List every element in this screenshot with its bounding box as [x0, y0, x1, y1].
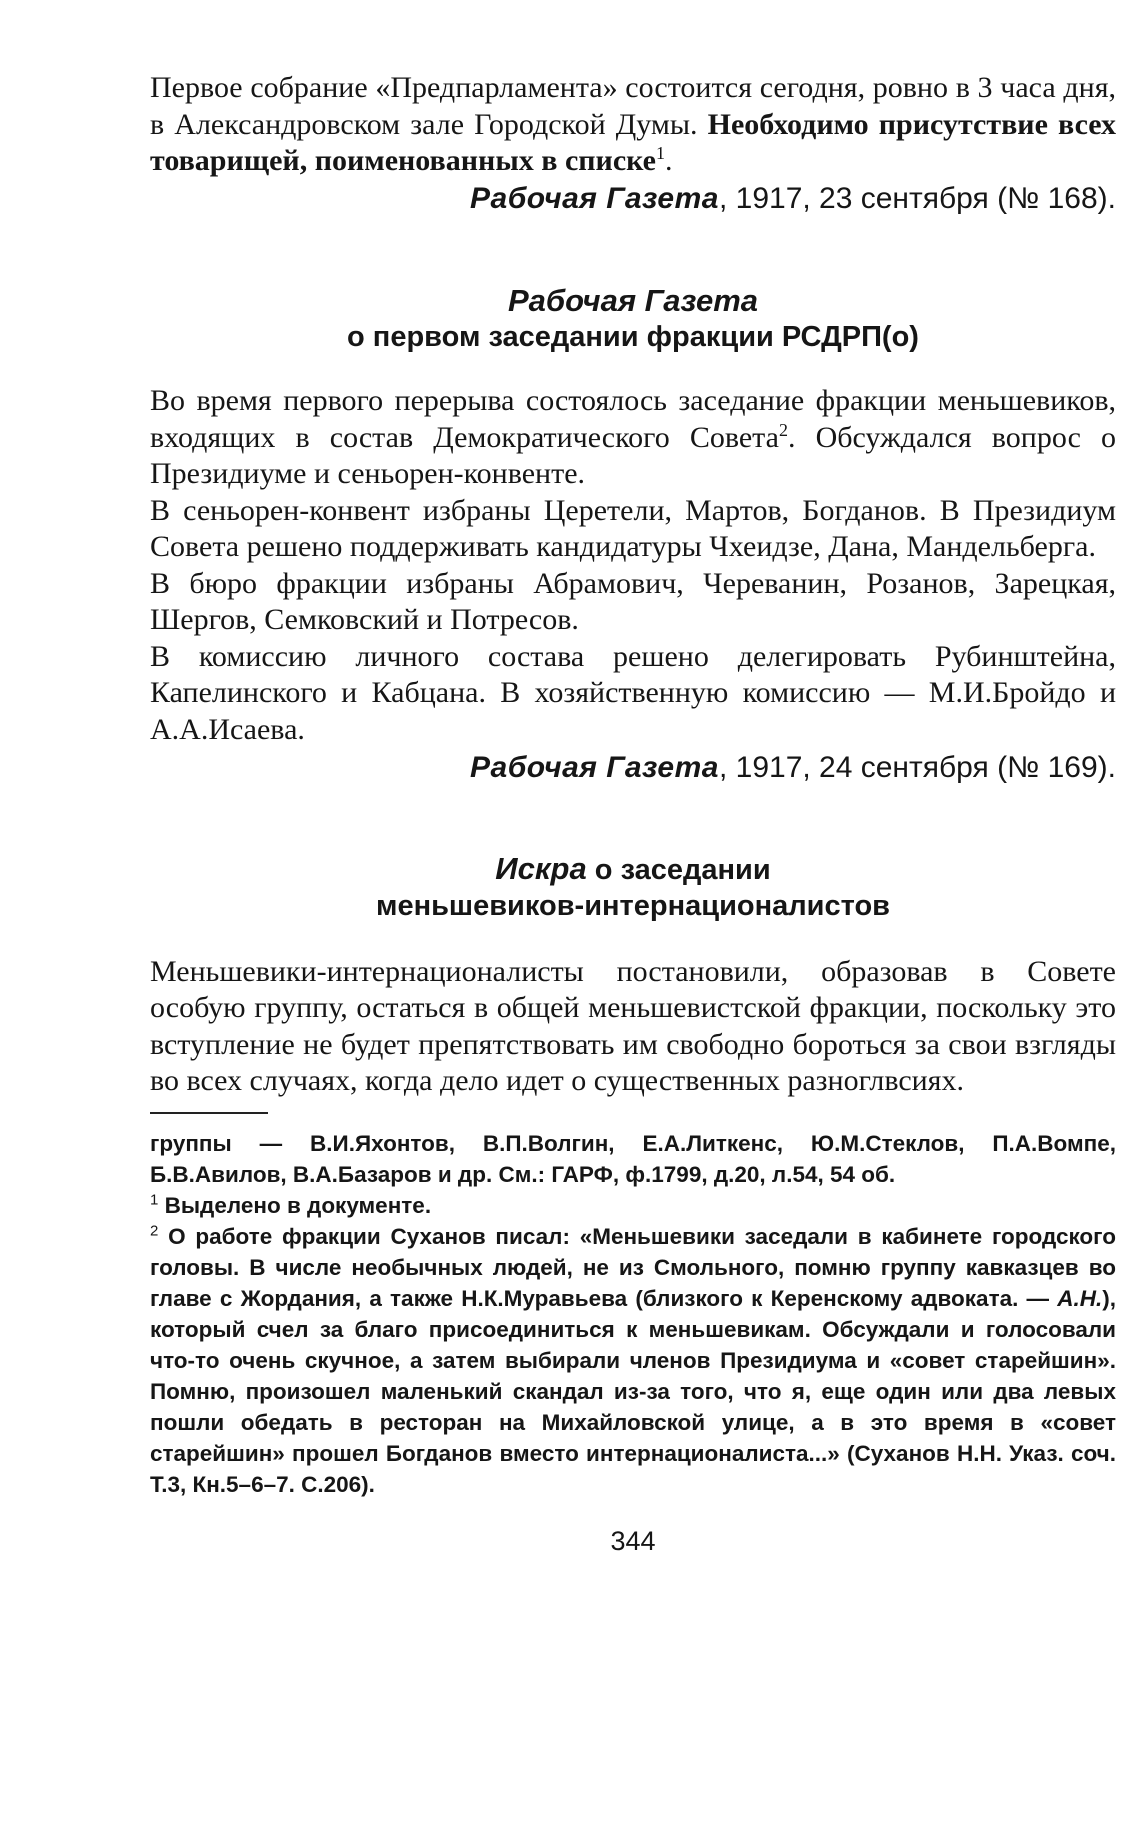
- doc2-p1-a: Во время первого перерыва состоялось заседание фракции меньшевиков, входящих в состав Демократического Совета: [150, 384, 1116, 454]
- doc2-heading: [150, 283, 1116, 355]
- footnote-2-ref-bold: (Суханов Н.Н.: [847, 1440, 1002, 1466]
- doc3-heading-line-1: [150, 851, 1116, 888]
- footnotes: [150, 1128, 1116, 1500]
- doc2-paragraph-3: В бюро фракции избраны Абрамович, Череванин, Розанов, Зарецкая, Шергов, Семковский и Потресов.: [150, 566, 1116, 636]
- footnote-2-italic: А.Н.: [1057, 1285, 1103, 1311]
- doc1-source-detail: , 1917, 23 сентября (№ 168).: [718, 181, 1116, 215]
- doc3-heading-line-2: меньшевиков-интернационалистов: [376, 889, 890, 922]
- doc1-source-name: Рабочая Газета: [470, 181, 719, 215]
- doc1-source: [150, 181, 1116, 218]
- doc1-paragraph: [150, 70, 1116, 180]
- doc3-heading-italic: Искра: [495, 850, 587, 886]
- doc1-text: Первое собрание «Предпарламента» состоится сегодня, ровно в 3 часа дня, в Александровском зале Городской Думы.: [150, 71, 1116, 141]
- footnote-2-text-a: О работе фракции Суханов писал: «Меньшевики заседали в кабинете городского головы. В числе необычных людей, не из Смольного, помню группу кавказцев во главе с Жордания, а также Н.К.Муравьева (близкого к Керенскому адвоката. —: [150, 1223, 1116, 1311]
- footnote-1-text: Выделено в документе.: [158, 1192, 432, 1218]
- doc3-heading-rest: о заседании: [586, 853, 771, 886]
- page-number: 344: [610, 1525, 656, 1556]
- footnote-continuation: группы — В.И.Яхонтов, В.П.Волгин, Е.А.Литкенс, Ю.М.Стеклов, П.А.Вомпе, Б.В.Авилов, В.А.Базаров и др. См.: ГАРФ, ф.1799, д.20, л.54, 54 об.: [150, 1130, 1116, 1187]
- footnote-1: [150, 1190, 1116, 1221]
- doc2-source-name: Рабочая Газета: [470, 751, 719, 784]
- doc2-paragraph-2: В сеньорен-конвент избраны Церетели, Мартов, Богданов. В Президиум Совета решено поддерживать кандидатуры Чхеидзе, Дана, Мандельберга.: [150, 493, 1116, 563]
- footnote-2-number: 2: [150, 1222, 159, 1239]
- footnote-2-ref-rest: Указ. соч. Т.3, Кн.5–6–7. С.206).: [150, 1440, 1116, 1497]
- doc2-body: [150, 383, 1116, 748]
- doc1-end: .: [665, 144, 673, 177]
- doc1-bold-text: Необходимо присутствие всех товарищей, поименованных в списке: [150, 107, 1116, 177]
- doc2-heading-bold: о первом заседании фракции РСДРП(о): [347, 321, 919, 353]
- footnote-divider: [150, 1112, 268, 1114]
- footnote-1-number: 1: [150, 1191, 159, 1208]
- doc2-source-detail: , 1917, 24 сентября (№ 169).: [718, 751, 1116, 784]
- footnote-ref-2: 2: [778, 419, 788, 440]
- footnote-2: [150, 1221, 1116, 1500]
- doc2-paragraph-1: [150, 383, 1116, 493]
- doc2-p1-b: . Обсуждался вопрос о Президиуме и сеньорен-конвенте.: [150, 420, 1117, 490]
- doc2-paragraph-4: В комиссию личного состава решено делегировать Рубинштейна, Капелинского и Кабцана. В хозяйственную комиссию — М.И.Бройдо и А.А.Исаева.: [150, 639, 1116, 746]
- doc3-paragraph-1: Меньшевики-интернационалисты постановили, образовав в Совете особую группу, остаться в общей меньшевистской фракции, поскольку это вступление не будет препятствовать им свободно бороться за свои взгляды во всех случаях, когда дело идет о существенных разноглвсиях.: [150, 954, 1116, 1097]
- doc2-heading-italic: Рабочая Газета: [508, 283, 758, 318]
- doc3-heading: [150, 851, 1116, 924]
- footnote-2-text-b: ), который счел за благо присоединиться к меньшевикам. Обсуждали и голосовали что-то очень скучное, а затем выбирали членов Президиума и «совет старейшин». Помню, произошел маленький скандал из-за того, что я, еще один или два левых пошли обедать в ресторан на Михайловской улице, а в это время в «совет старейшин» прошел Богданов вместо интернационалиста...»: [150, 1285, 1116, 1466]
- footnote-ref-1: 1: [656, 143, 666, 163]
- doc2-source: [150, 750, 1116, 787]
- document-page: [150, 70, 1116, 1557]
